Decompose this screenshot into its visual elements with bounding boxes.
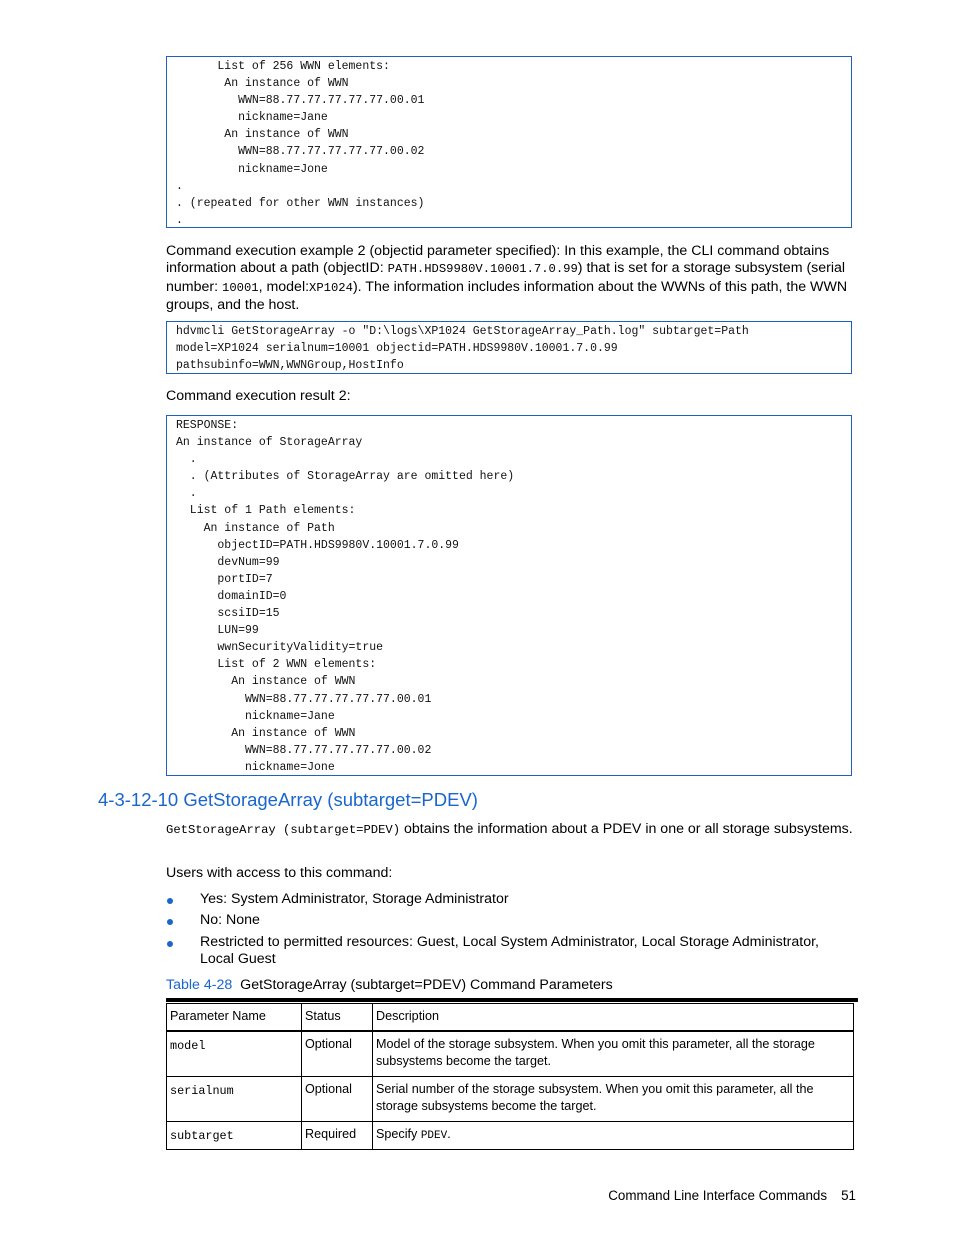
code-line: WWN=88.77.77.77.77.77.00.02 xyxy=(176,743,432,757)
code-line: . xyxy=(176,213,183,227)
table-row xyxy=(167,1077,854,1122)
paragraph-text: obtains the information about a PDEV in one or all storage subsystems. xyxy=(400,821,853,837)
table-caption-text: GetStorageArray (subtarget=PDEV) Command Parameters xyxy=(240,977,613,993)
table-number-link[interactable]: Table 4-28 xyxy=(166,977,233,993)
code-line: WWN=88.77.77.77.77.77.00.01 xyxy=(176,692,432,706)
param-description-cell: Model of the storage subsystem. When you omit this parameter, all the storage subsystems become the target. xyxy=(373,1031,854,1077)
code-line: . xyxy=(176,179,183,193)
code-line: scsiID=15 xyxy=(176,607,280,621)
param-status-cell: Optional xyxy=(302,1031,373,1077)
code-line: . xyxy=(176,487,197,501)
code-line: nickname=Jane xyxy=(176,111,328,125)
code-block-command xyxy=(166,321,852,374)
bullet-item xyxy=(166,912,856,929)
table-top-rule xyxy=(166,998,858,1002)
table-caption xyxy=(166,977,613,993)
code-line: An instance of Path xyxy=(176,521,335,535)
code-line: List of 1 Path elements: xyxy=(176,504,356,518)
header-status: Status xyxy=(302,1004,373,1032)
paragraph-text: , model: xyxy=(258,278,310,295)
param-description-cell: Serial number of the storage subsystem. When you omit this parameter, all the storage subsystems become the target. xyxy=(373,1077,854,1122)
code-line: hdvmcli GetStorageArray -o "D:\logs\XP1024 GetStorageArray_Path.log" subtarget=Path xyxy=(176,325,749,338)
table-row xyxy=(167,1031,854,1077)
param-description-cell xyxy=(373,1122,854,1150)
section-heading: 4-3-12-10 GetStorageArray (subtarget=PDEV) xyxy=(98,789,478,810)
code-line: List of 256 WWN elements: xyxy=(176,60,390,73)
paragraph-text: Command execution example 2 (objectid parameter specified): In this example, the CLI command obtains information about a path (objectID: xyxy=(166,243,830,277)
code-line: nickname=Jone xyxy=(176,760,335,774)
paragraph-text: ) that is set for a storage subsystem (serial number: xyxy=(166,260,846,295)
code-line: portID=7 xyxy=(176,572,273,586)
bullet-icon xyxy=(167,941,173,947)
code-line: nickname=Jone xyxy=(176,162,328,176)
users-access-label: Users with access to this command: xyxy=(166,865,393,881)
parameters-table xyxy=(166,1003,854,1150)
code-line: An instance of WWN xyxy=(176,675,356,689)
inline-code: GetStorageArray (subtarget=PDEV) xyxy=(166,823,401,837)
inline-code: PDEV xyxy=(420,1130,448,1142)
bullet-icon xyxy=(167,898,173,904)
code-line: WWN=88.77.77.77.77.77.00.02 xyxy=(176,145,425,159)
section-intro xyxy=(166,821,856,839)
code-line: RESPONSE: xyxy=(176,419,239,432)
code-line: nickname=Jane xyxy=(176,709,335,723)
code-line: An instance of StorageArray xyxy=(176,436,363,450)
inline-code: 10001 xyxy=(222,280,259,295)
code-line: An instance of WWN xyxy=(176,726,356,740)
param-name-cell: subtarget xyxy=(167,1122,302,1150)
code-line: . (Attributes of StorageArray are omitted here) xyxy=(176,470,515,484)
code-line: wwnSecurityValidity=true xyxy=(176,641,384,655)
code-line: An instance of WWN xyxy=(176,128,349,142)
bullet-item xyxy=(166,934,856,969)
bullet-icon xyxy=(167,919,173,925)
code-line: LUN=99 xyxy=(176,624,259,638)
page-footer xyxy=(608,1188,856,1203)
param-status-cell: Required xyxy=(302,1122,373,1150)
example-2-paragraph xyxy=(166,243,856,315)
page-number: 51 xyxy=(841,1188,856,1203)
inline-code: XP1024 xyxy=(309,280,353,295)
code-block-wwn-list xyxy=(166,56,852,228)
code-line: List of 2 WWN elements: xyxy=(176,658,377,672)
code-line: devNum=99 xyxy=(176,555,280,569)
header-parameter-name: Parameter Name xyxy=(167,1004,302,1032)
description-text: . xyxy=(447,1127,451,1141)
code-line: . (repeated for other WWN instances) xyxy=(176,196,425,210)
code-line: An instance of WWN xyxy=(176,77,349,91)
param-name-cell: model xyxy=(167,1031,302,1077)
bullet-text: No: None xyxy=(200,912,260,929)
param-name-cell: serialnum xyxy=(167,1077,302,1122)
param-status-cell: Optional xyxy=(302,1077,373,1122)
bullet-text: Yes: System Administrator, Storage Administrator xyxy=(200,891,509,907)
code-line: model=XP1024 serialnum=10001 objectid=PATH.HDS9980V.10001.7.0.99 xyxy=(176,342,618,356)
description-text: Specify xyxy=(376,1127,421,1141)
inline-code: PATH.HDS9980V.10001.7.0.99 xyxy=(387,262,578,277)
code-line: domainID=0 xyxy=(176,589,287,603)
bullet-text: Restricted to permitted resources: Guest, Local System Administrator, Local Storage Administrator, Local Guest xyxy=(200,933,820,968)
paragraph-text: ). The information includes information about the WWNs of this path, the WWN groups, and the host. xyxy=(166,278,848,314)
bullet-item xyxy=(166,891,856,908)
code-line: pathsubinfo=WWN,WWNGroup,HostInfo xyxy=(176,359,404,373)
header-description: Description xyxy=(373,1004,854,1032)
code-line: objectID=PATH.HDS9980V.10001.7.0.99 xyxy=(176,538,459,552)
code-block-response xyxy=(166,415,852,776)
footer-title: Command Line Interface Commands xyxy=(608,1188,828,1203)
table-header-row xyxy=(167,1004,854,1032)
access-bullet-list xyxy=(166,891,856,973)
code-line: WWN=88.77.77.77.77.77.00.01 xyxy=(176,94,425,108)
code-line: . xyxy=(176,453,197,467)
table-row xyxy=(167,1122,854,1150)
result-2-label: Command execution result 2: xyxy=(166,388,351,404)
